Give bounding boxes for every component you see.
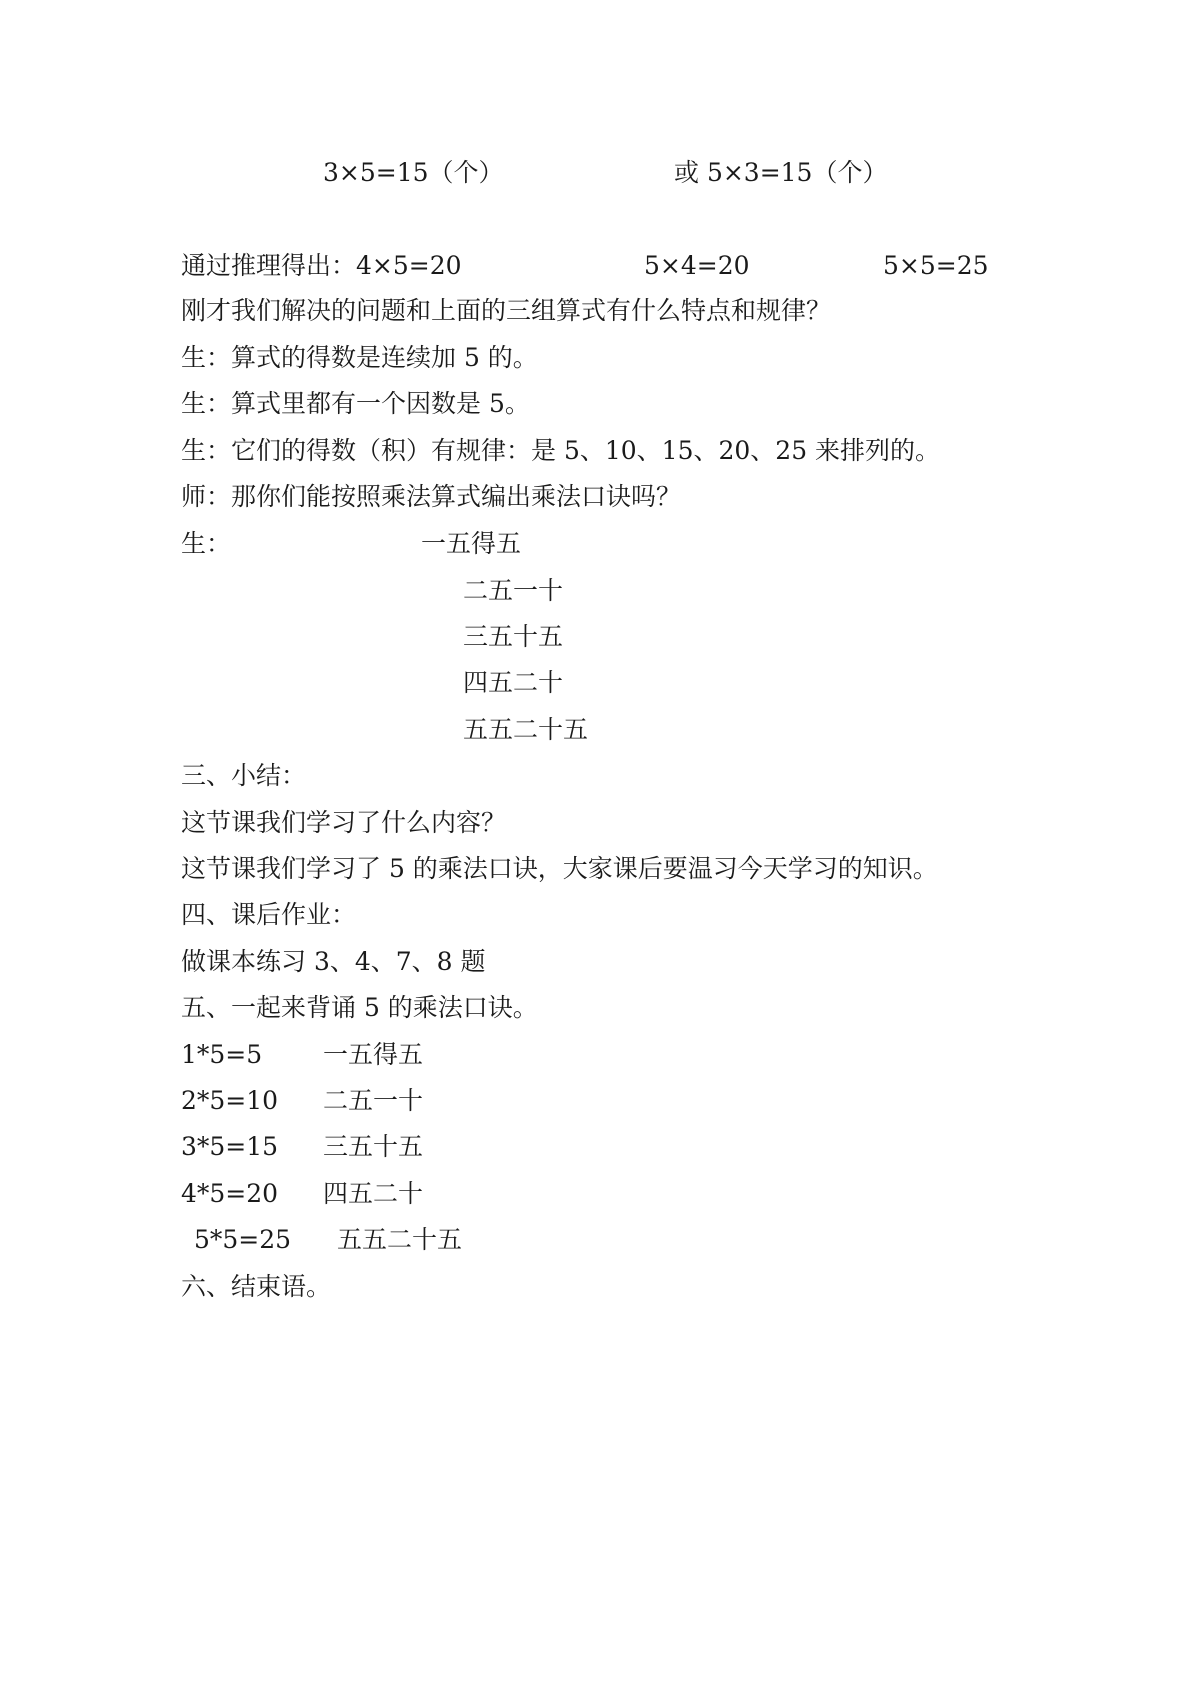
recite-eq-4: 4*5=20: [181, 1179, 279, 1208]
recite-eq-2: 2*5=10: [181, 1086, 279, 1115]
inference-eq2: 5×4=20: [644, 251, 750, 280]
summary-answer: 这节课我们学习了 5 的乘法口诀，大家课后要温习今天学习的知识。: [181, 854, 938, 883]
student-answer-3: 生：它们的得数（积）有规律：是 5、10、15、20、25 来排列的。: [181, 436, 941, 465]
recite-rhyme-1: 一五得五: [323, 1040, 424, 1069]
rhyme-line-2: 二五一十: [463, 576, 564, 605]
homework-heading: 四、课后作业：: [181, 900, 357, 929]
question-text: 刚才我们解决的问题和上面的三组算式有什么特点和规律？: [181, 296, 832, 325]
recite-eq-1: 1*5=5: [181, 1040, 263, 1069]
equation-left: 3×5=15（个）: [323, 158, 504, 187]
rhyme-line-4: 四五二十: [463, 668, 564, 697]
summary-heading: 三、小结：: [181, 761, 307, 790]
closing-heading: 六、结束语。: [181, 1272, 332, 1301]
homework-task: 做课本练习 3、4、7、8 题: [181, 947, 486, 976]
recite-heading: 五、一起来背诵 5 的乘法口诀。: [181, 993, 538, 1022]
student-answer-2: 生：算式里都有一个因数是 5。: [181, 389, 530, 418]
student-rhyme-label: 生：: [181, 529, 232, 558]
recite-eq-3: 3*5=15: [181, 1132, 279, 1161]
inference-eq3: 5×5=25: [883, 251, 989, 280]
rhyme-line-1: 一五得五: [421, 529, 522, 558]
recite-rhyme-3: 三五十五: [323, 1132, 424, 1161]
recite-rhyme-4: 四五二十: [323, 1179, 424, 1208]
recite-rhyme-2: 二五一十: [323, 1086, 424, 1115]
inference-label: 通过推理得出：4×5=20: [181, 251, 462, 280]
summary-question: 这节课我们学习了什么内容？: [181, 808, 507, 837]
teacher-question: 师：那你们能按照乘法算式编出乘法口诀吗？: [181, 482, 682, 511]
rhyme-line-5: 五五二十五: [463, 715, 589, 744]
student-answer-1: 生：算式的得数是连续加 5 的。: [181, 343, 538, 372]
recite-eq-5: 5*5=25: [194, 1225, 292, 1254]
recite-rhyme-5: 五五二十五: [337, 1225, 463, 1254]
equation-right: 或 5×3=15（个）: [674, 158, 888, 187]
rhyme-line-3: 三五十五: [463, 622, 564, 651]
